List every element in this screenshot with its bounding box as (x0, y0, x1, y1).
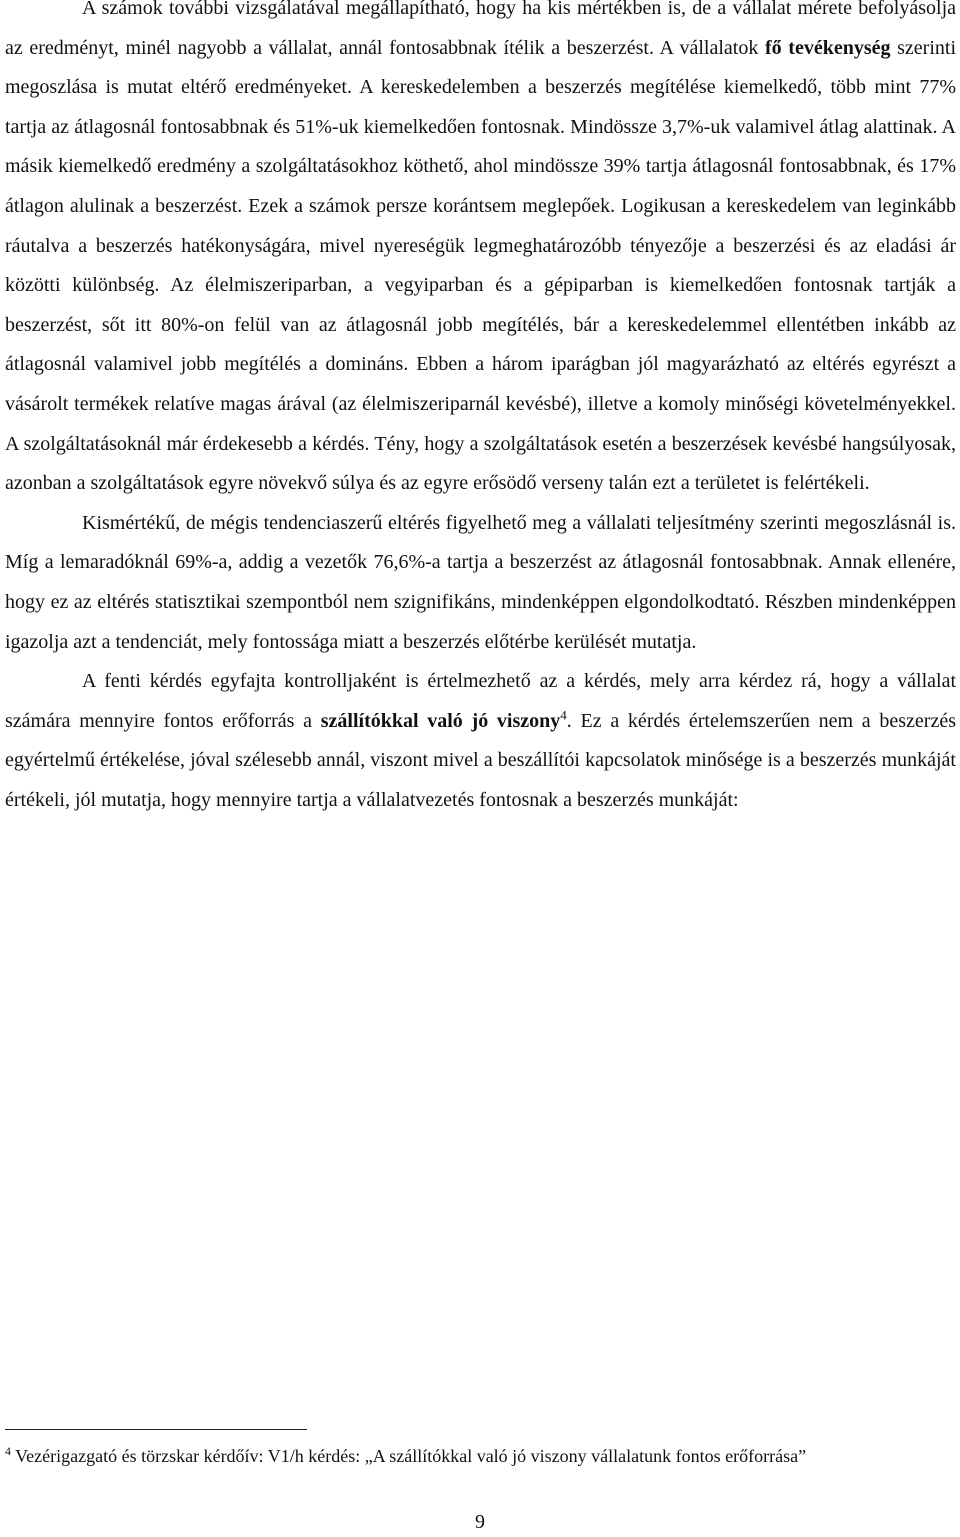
footnote-separator (5, 1429, 307, 1430)
bold-term-main-activity: fő tevékenység (764, 36, 891, 59)
page-number: 9 (475, 1511, 485, 1533)
footnote-reference[interactable]: 4 (560, 707, 567, 723)
bold-term-supplier-relations: szállítókkal való jó viszony (320, 709, 561, 732)
paragraph-text: . Ez a kérdés értelemszerűen nem a beszerzés egyértelmű értékelése, jóval szélesebb annál, viszont mivel a beszállítói kapcsolatok minősége is a beszerzés munkáját értékeli, jól mutatja, hogy mennyire tartja a vállalatvezetés fontosnak a beszerzés munkáját: (5, 709, 957, 811)
paragraph-text: A fenti kérdés egyfajta kontrolljaként is értelmezhető az a kérdés, mely arra kérdez rá, hogy a vállalat számára mennyire fontos erőforrás a (5, 670, 956, 732)
paragraph-company-size (5, 0, 956, 504)
footnote (5, 1443, 956, 1469)
paragraph-text: Kismértékű, de mégis tendenciaszerű eltérés figyelhető meg a vállalati teljesítmény szerinti megoszlásnál is. Míg a lemaradóknál 69%-a, addig a vezetők 76,6%-a tartja a beszerzést az átlagosnál fontosabbnak. Annak ellenére, hogy ez az eltérés statisztikai szempontból nem szignifikáns, mindenképpen elgondolkodtató. Részben mindenképpen igazolja azt a tendenciát, mely fontossága miatt a beszerzés előtérbe kerülését mutatja. (5, 511, 956, 653)
footnote-text: Vezérigazgató és törzskar kérdőív: V1/h kérdés: „A szállítókkal való jó viszony vállalatunk fontos erőforrása” (11, 1446, 807, 1466)
body-text (5, 0, 956, 820)
paragraph-performance (5, 504, 956, 662)
footnote-number: 4 (5, 1444, 11, 1458)
paragraph-text: szerinti megoszlása is mutat eltérő eredményeket. A kereskedelemben a beszerzés megítélése kiemelkedő, több mint 77% tartja az átlagosnál fontosabbnak és 51%-uk kiemelkedően fontosnak. Mindössze 3,7%-uk valamivel átlag alattinak. A másik kiemelkedő eredmény a szolgáltatásokhoz köthető, ahol mindössze 39% tartja átlagosnál fontosabbnak, és 17% átlagon alulinak a beszerzést. Ezek a számok persze korántsem meglepőek. Logikusan a kereskedelem van leginkább ráutalva a beszerzés hatékonyságára, mivel nyereségük legmeghatározóbb tényezője a beszerzési és az eladási ár közötti különbség. Az élelmiszeriparban, a vegyiparban és a gépiparban is kiemelkedően fontosnak tartják a beszerzést, sőt itt 80%-on felül van az átlagosnál jobb megítélés, bár a kereskedelemmel ellentétben inkább az átlagosnál valamivel jobb megítélés a domináns. Ebben a három iparágban jól magyarázható az eltérés egyrészt a vásárolt termékek relatíve magas árával (az élelmiszeriparnál kevésbé), illetve a komoly minőségi követelményekkel. A szolgáltatásoknál már érdekesebb a kérdés. Tény, hogy a szolgáltatások esetén a beszerzések kevésbé hangsúlyosak, azonban a szolgáltatások egyre növekvő súlya és az egyre erősödő verseny talán ezt a területet is felértékeli. (5, 36, 957, 495)
paragraph-supplier-relations (5, 662, 956, 820)
paragraph-text: A számok további vizsgálatával megállapítható, hogy ha kis mértékben is, de a vállalat mérete befolyásolja az eredményt, minél nagyobb a vállalat, annál fontosabbnak ítélik a beszerzést. A vállalatok (5, 0, 956, 59)
